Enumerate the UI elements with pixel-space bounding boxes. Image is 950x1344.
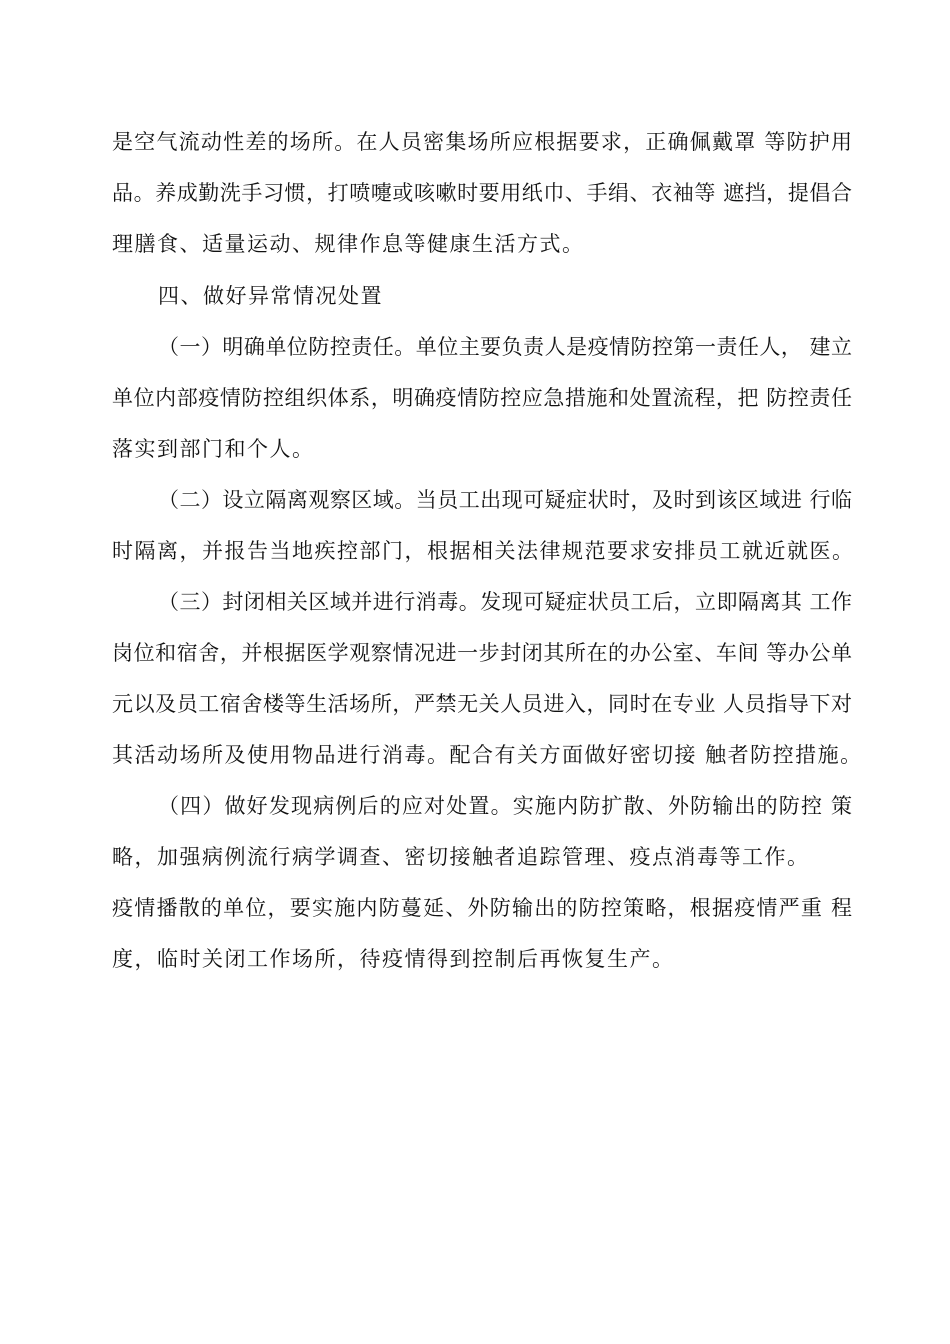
paragraph-line: 度，临时关闭工作场所，待疫情得到控制后再恢复生产。 xyxy=(112,947,675,971)
paragraph-line: 单位内部疫情防控组织体系，明确疫情防控应急措施和处置流程，把 防控责任 xyxy=(112,386,852,410)
paragraph-line: （三）封闭相关区域并进行消毒。发现可疑症状员工后，立即隔离其 工作 xyxy=(158,590,852,614)
paragraph-line: 时隔离，并报告当地疾控部门，根据相关法律规范要求安排员工就近就医。 xyxy=(112,539,855,563)
paragraph-line: 元以及员工宿舍楼等生活场所，严禁无关人员进入，同时在专业 人员指导下对 xyxy=(112,692,852,716)
paragraph-line: 疫情播散的单位，要实施内防蔓延、外防输出的防控策略，根据疫情严重 程 xyxy=(112,896,852,920)
paragraph-line: 是空气流动性差的场所。在人员密集场所应根据要求，正确佩戴罩 等防护用 xyxy=(112,130,852,154)
paragraph-line: （一）明确单位防控责任。单位主要负责人是疫情防控第一责任人， 建立 xyxy=(158,335,852,359)
paragraph-line: 岗位和宿舍，并根据医学观察情况进一步封闭其所在的办公室、车间 等办公单 xyxy=(112,641,852,665)
paragraph-line: 其活动场所及使用物品进行消毒。配合有关方面做好密切接 触者防控措施。 xyxy=(112,743,863,767)
section-heading: 四、做好异常情况处置 xyxy=(158,284,383,308)
paragraph-line: 理膳食、适量运动、规律作息等健康生活方式。 xyxy=(112,232,585,256)
paragraph-line: 落实到部门和个人。 xyxy=(112,437,315,461)
paragraph-line: 品。养成勤洗手习惯，打喷嚏或咳嗽时要用纸巾、手绢、衣袖等 遮挡，提倡合 xyxy=(112,181,852,205)
paragraph-line: （二）设立隔离观察区域。当员工出现可疑症状时，及时到该区域进 行临 xyxy=(158,488,852,512)
paragraph-line: 略，加强病例流行病学调查、密切接触者追踪管理、疫点消毒等工作。 xyxy=(112,845,810,869)
paragraph-line: （四）做好发现病例后的应对处置。实施内防扩散、外防输出的防控 策 xyxy=(158,794,852,818)
